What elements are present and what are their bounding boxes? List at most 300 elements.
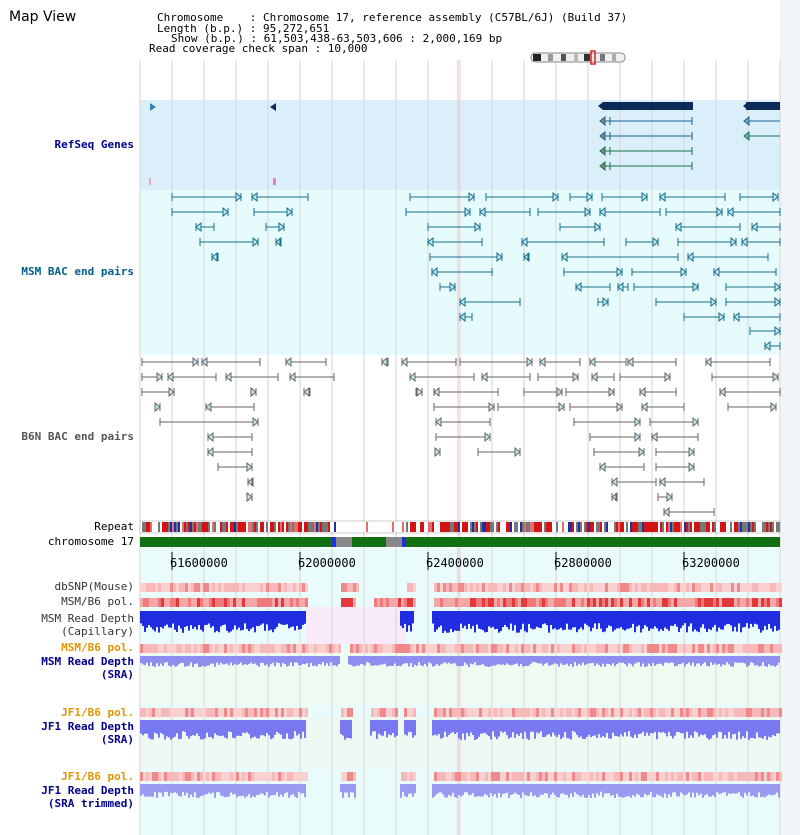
msm-depth-cap-bar [258, 611, 260, 626]
jf1-pol-cell [749, 708, 752, 717]
msm-pol-cell [761, 598, 764, 607]
jf1-depth-sra-bar [250, 720, 252, 739]
msm-depth-cap-bar [536, 611, 538, 627]
msm-depth-sra-bar [632, 656, 634, 666]
dbsnp-cell [590, 583, 593, 592]
dbsnp-cell [506, 583, 509, 592]
jf1-depth-trim-bar [442, 784, 444, 794]
msm-depth-cap-bar [510, 611, 512, 624]
jf1-pol-cell [218, 708, 221, 717]
repeat-block [178, 522, 180, 532]
repeat-block [194, 522, 196, 532]
track-label-dbsnp: dbSNP(Mouse) [54, 580, 134, 593]
jf1-depth-trim-bar [172, 784, 174, 793]
jf1-pol-cell [758, 708, 761, 717]
msm-pol2-cell [764, 644, 767, 653]
jf1-depth-trim-bar [522, 784, 524, 792]
jf1-pol-cell [773, 708, 776, 717]
jf1-depth-sra-bar [774, 720, 776, 736]
msm-pol2-cell [449, 644, 452, 653]
jf1-depth-sra-bar [604, 720, 606, 737]
msm-depth-cap-bar [182, 611, 184, 633]
msm-depth-sra-bar [156, 656, 158, 663]
msm-depth-sra-bar [516, 656, 518, 663]
b6n-bac-pair-arrow [208, 448, 213, 456]
repeat-block [212, 522, 214, 532]
msm-depth-cap-bar [288, 611, 290, 628]
msm-depth-sra-bar [656, 656, 658, 664]
jf1-pol2-cell [506, 772, 509, 781]
msm-depth-cap-bar [410, 611, 412, 632]
jf1-pol2-cell [491, 772, 494, 781]
msm-pol-cell [452, 598, 455, 607]
repeat-block [418, 522, 420, 532]
msm-depth-sra-bar [728, 656, 730, 664]
dbsnp-cell [482, 583, 485, 592]
repeat-block [502, 522, 504, 532]
msm-depth-cap-bar [532, 611, 534, 629]
dbsnp-cell [677, 583, 680, 592]
msm-depth-sra-bar [268, 656, 270, 667]
msm-pol-cell [206, 598, 209, 607]
msm-depth-cap-bar [566, 611, 568, 624]
msm-depth-cap-bar [702, 611, 704, 624]
msm-depth-sra-bar [166, 656, 168, 662]
jf1-pol-cell [602, 708, 605, 717]
jf1-depth-sra-bar [602, 720, 604, 736]
repeat-block [240, 522, 242, 532]
jf1-pol2-cell [647, 772, 650, 781]
repeat-block [482, 522, 484, 532]
jf1-depth-trim-bar [264, 784, 266, 796]
msm-depth-sra-bar [534, 656, 536, 662]
msm-depth-sra-bar [610, 656, 612, 665]
msm-depth-cap-bar [738, 611, 740, 623]
jf1-depth-sra-bar [350, 720, 352, 738]
msm-depth-sra-bar [472, 656, 474, 664]
jf1-pol-cell [572, 708, 575, 717]
jf1-pol-cell [293, 708, 296, 717]
msm-depth-cap-bar [448, 611, 450, 633]
dbsnp-cell [503, 583, 506, 592]
msm-depth-sra-bar [258, 656, 260, 667]
jf1-pol-cell [668, 708, 671, 717]
msm-pol-cell [671, 598, 674, 607]
dbsnp-cell [554, 583, 557, 592]
jf1-depth-sra-bar [614, 720, 616, 736]
repeat-block [474, 522, 476, 532]
repeat-block [582, 522, 584, 532]
msm-pol2-cell [743, 644, 746, 653]
jf1-pol-cell [266, 708, 269, 717]
msm-pol-cell [539, 598, 542, 607]
jf1-pol-cell [509, 708, 512, 717]
jf1-depth-sra-bar [656, 720, 658, 739]
msm-pol-cell [221, 598, 224, 607]
repeat-block [312, 522, 314, 532]
msm-pol2-cell [152, 644, 155, 653]
msm-pol2-cell [230, 644, 233, 653]
msm-depth-cap-bar [698, 611, 700, 632]
repeat-block [430, 522, 432, 532]
jf1-depth-sra-bar [600, 720, 602, 738]
msm-pol2-cell [698, 644, 701, 653]
msm-pol2-cell [353, 644, 356, 653]
jf1-pol-cell [608, 708, 611, 717]
jf1-pol-cell [143, 708, 146, 717]
repeat-block [276, 522, 278, 532]
msm-pol-cell [173, 598, 176, 607]
msm-depth-sra-bar [204, 656, 206, 667]
msm-depth-sra-bar [710, 656, 712, 662]
jf1-pol2-cell [260, 772, 263, 781]
repeat-block [616, 522, 618, 532]
msm-depth-cap-bar [666, 611, 668, 629]
jf1-depth-sra-bar [636, 720, 638, 738]
msm-depth-sra-bar [210, 656, 212, 664]
msm-pol2-cell [374, 644, 377, 653]
msm-depth-sra-bar [408, 656, 410, 667]
jf1-pol-cell [764, 708, 767, 717]
msm-depth-cap-bar [578, 611, 580, 629]
repeat-block [646, 522, 648, 532]
gene-mark [149, 178, 151, 185]
repeat-block [712, 522, 714, 532]
jf1-pol2-cell [665, 772, 668, 781]
msm-depth-cap-bar [290, 611, 292, 627]
jf1-pol-cell [752, 708, 755, 717]
msm-pol-cell [731, 598, 734, 607]
jf1-depth-trim-bar [710, 784, 712, 797]
jf1-depth-sra-bar [192, 720, 194, 735]
capillary-gap-bg [306, 607, 406, 644]
dbsnp-cell [242, 583, 245, 592]
msm-pol-cell [572, 598, 575, 607]
msm-depth-cap-bar [230, 611, 232, 631]
repeat-block [610, 522, 612, 532]
msm-depth-sra-bar [248, 656, 250, 664]
msm-depth-cap-bar [476, 611, 478, 625]
dbsnp-cell [434, 583, 437, 592]
jf1-depth-sra-bar [190, 720, 192, 736]
msm-depth-sra-bar [608, 656, 610, 664]
jf1-pol2-cell [224, 772, 227, 781]
jf1-pol-cell [380, 708, 383, 717]
jf1-pol-cell [770, 708, 773, 717]
msm-pol-cell [494, 598, 497, 607]
repeat-block [256, 522, 258, 532]
jf1-pol2-cell [185, 772, 188, 781]
msm-depth-sra-bar [716, 656, 718, 665]
repeat-block [180, 522, 182, 532]
jf1-depth-trim-bar [698, 784, 700, 795]
jf1-depth-sra-bar [298, 720, 300, 734]
ideogram-band [612, 54, 616, 61]
jf1-depth-sra-bar [710, 720, 712, 739]
jf1-depth-trim-bar [764, 784, 766, 797]
jf1-depth-sra-bar [696, 720, 698, 732]
msm-pol2-cell [368, 644, 371, 653]
repeat-block [676, 522, 678, 532]
jf1-pol2-cell [719, 772, 722, 781]
dbsnp-cell [662, 583, 665, 592]
repeat-block [444, 522, 446, 532]
jf1-pol-cell [599, 708, 602, 717]
msm-depth-sra-bar [654, 656, 656, 666]
jf1-pol-cell [176, 708, 179, 717]
msm-pol2-cell [248, 644, 251, 653]
msm-pol-cell [713, 598, 716, 607]
dbsnp-cell [455, 583, 458, 592]
msm-pol2-cell [530, 644, 533, 653]
repeat-block [706, 522, 708, 532]
jf1-depth-trim-bar [762, 784, 764, 797]
dbsnp-cell [299, 583, 302, 592]
jf1-depth-trim-bar [668, 784, 670, 794]
jf1-pol-cell [383, 708, 386, 717]
repeat-block [628, 522, 630, 532]
msm-depth-cap-bar [734, 611, 736, 627]
dbsnp-cell [221, 583, 224, 592]
msm-depth-cap-bar [256, 611, 258, 626]
msm-pol2-cell [641, 644, 644, 653]
msm-depth-sra-bar [182, 656, 184, 663]
gene-block [746, 102, 780, 110]
msm-depth-sra-bar [578, 656, 580, 664]
track-label-msm-bac[interactable]: MSM BAC end pairs [21, 265, 134, 278]
jf1-depth-trim-bar [154, 784, 156, 792]
jf1-pol-cell [578, 708, 581, 717]
jf1-pol-cell [542, 708, 545, 717]
repeat-block [342, 522, 344, 532]
jf1-depth-sra-bar [670, 720, 672, 736]
jf1-pol2-cell [692, 772, 695, 781]
msm-pol2-cell [377, 644, 380, 653]
jf1-depth-sra-bar [510, 720, 512, 737]
repeat-block [352, 522, 354, 532]
msm-pol2-cell [533, 644, 536, 653]
jf1-depth-sra-bar [226, 720, 228, 738]
jf1-depth-sra-bar [680, 720, 682, 733]
b6n-bac-pair-arrow [253, 418, 258, 426]
jf1-depth-trim-bar [654, 784, 656, 797]
repeat-block [546, 522, 548, 532]
jf1-depth-sra-bar [650, 720, 652, 733]
msm-pol2-cell [512, 644, 515, 653]
jf1-depth-trim-bar [272, 784, 274, 795]
jf1-pol-cell [734, 708, 737, 717]
b6n-bac-pair-arrow [485, 433, 490, 441]
msm-pol-cell [224, 598, 227, 607]
jf1-depth-trim-bar [206, 784, 208, 794]
msm-depth-cap-bar [556, 611, 558, 630]
jf1-depth-sra-bar [748, 720, 750, 740]
msm-depth-sra-bar [448, 656, 450, 663]
msm-depth-sra-bar [422, 656, 424, 666]
msm-depth-sra-bar [546, 656, 548, 663]
repeat-block [494, 522, 496, 532]
msm-depth-sra-bar [672, 656, 674, 663]
repeat-block [684, 522, 686, 532]
jf1-depth-trim-bar [510, 784, 512, 795]
msm-depth-cap-bar [154, 611, 156, 631]
msm-pol-cell [551, 598, 554, 607]
jf1-pol-cell [275, 708, 278, 717]
jf1-depth-sra-bar [394, 720, 396, 737]
msm-pol-cell [410, 598, 413, 607]
jf1-depth-sra-bar [432, 720, 434, 736]
jf1-depth-trim-bar [474, 784, 476, 797]
dbsnp-cell [272, 583, 275, 592]
msm-depth-cap-bar [472, 611, 474, 626]
jf1-depth-trim-bar [276, 784, 278, 792]
track-label-refseq[interactable]: RefSeq Genes [54, 138, 134, 151]
jf1-depth-sra-bar [376, 720, 378, 739]
jf1-pol-cell [641, 708, 644, 717]
msm-depth-cap-bar [776, 611, 778, 631]
msm-depth-sra-bar [252, 656, 254, 664]
msm-pol-cell [290, 598, 293, 607]
repeat-block [656, 522, 658, 532]
msm-depth-cap-bar [662, 611, 664, 631]
jf1-pol-cell [746, 708, 749, 717]
dbsnp-cell [620, 583, 623, 592]
msm-depth-sra-bar [666, 656, 668, 663]
jf1-depth-sra-bar [630, 720, 632, 737]
repeat-block [416, 522, 418, 532]
jf1-depth-sra-bar [276, 720, 278, 732]
dbsnp-cell [251, 583, 254, 592]
jf1-pol2-cell [299, 772, 302, 781]
jf1-depth-trim-bar [502, 784, 504, 794]
jf1-depth-sra-bar [518, 720, 520, 736]
msm-depth-cap-bar [564, 611, 566, 630]
jf1-pol2-cell [200, 772, 203, 781]
repeat-block [492, 522, 494, 532]
msm-depth-sra-bar [602, 656, 604, 664]
repeat-block [226, 522, 228, 532]
msm-depth-cap-bar [730, 611, 732, 625]
track-label-b6n-bac[interactable]: B6N BAC end pairs [21, 430, 134, 443]
msm-depth-sra-bar [372, 656, 374, 666]
jf1-depth-trim-bar [686, 784, 688, 795]
jf1-depth-sra-bar [634, 720, 636, 735]
repeat-block [316, 522, 318, 532]
b6n-bac-pair-arrow [652, 433, 657, 441]
msm-pol2-cell [662, 644, 665, 653]
chromosome-gap-edge [402, 537, 406, 547]
msm-depth-sra-bar [726, 656, 728, 662]
msm-pol-cell [194, 598, 197, 607]
jf1-depth-sra-bar [618, 720, 620, 737]
jf1-pol2-cell [608, 772, 611, 781]
jf1-depth-sra-bar [266, 720, 268, 733]
repeat-block [436, 522, 438, 532]
jf1-pol2-cell [266, 772, 269, 781]
jf1-pol-cell [665, 708, 668, 717]
msm-pol-cell [446, 598, 449, 607]
msm-pol-cell [266, 598, 269, 607]
ideogram-band [574, 54, 578, 61]
jf1-depth-sra-bar [166, 720, 168, 736]
msm-depth-cap-bar [444, 611, 446, 631]
jf1-depth-sra-bar [554, 720, 556, 735]
msm-pol-cell [737, 598, 740, 607]
jf1-depth-sra-bar [694, 720, 696, 731]
msm-pol-cell [677, 598, 680, 607]
msm-pol-cell [254, 598, 257, 607]
msm-depth-cap-bar [754, 611, 756, 624]
jf1-depth-sra-bar [232, 720, 234, 738]
jf1-depth-sra-bar [440, 720, 442, 739]
dbsnp-cell [551, 583, 554, 592]
msm-depth-cap-bar [224, 611, 226, 625]
jf1-depth-sra-bar [206, 720, 208, 733]
dbsnp-cell [236, 583, 239, 592]
repeat-block [290, 522, 292, 532]
jf1-pol-cell [617, 708, 620, 717]
jf1-depth-sra-bar [268, 720, 270, 735]
msm-pol2-cell [608, 644, 611, 653]
msm-depth-cap-bar [192, 611, 194, 629]
repeat-block [452, 522, 454, 532]
jf1-pol-cell [299, 708, 302, 717]
jf1-pol2-cell [572, 772, 575, 781]
msm-depth-sra-bar [628, 656, 630, 663]
jf1-pol2-cell [668, 772, 671, 781]
msm-depth-cap-bar [678, 611, 680, 632]
dbsnp-cell [293, 583, 296, 592]
jf1-pol2-cell [620, 772, 623, 781]
jf1-depth-trim-bar [228, 784, 230, 797]
repeat-block [166, 522, 168, 532]
msm-depth-cap-bar [616, 611, 618, 628]
repeat-block [578, 522, 580, 532]
jf1-depth-trim-bar [734, 784, 736, 794]
jf1-pol2-cell [776, 772, 779, 781]
dbsnp-cell [611, 583, 614, 592]
jf1-pol-cell [452, 708, 455, 717]
msm-depth-sra-bar [406, 656, 408, 663]
dbsnp-cell [713, 583, 716, 592]
msm-depth-cap-bar [240, 611, 242, 630]
jf1-pol2-cell [602, 772, 605, 781]
jf1-pol2-cell [698, 772, 701, 781]
msm-pol-cell [725, 598, 728, 607]
jf1-depth-sra-bar [212, 720, 214, 739]
jf1-pol2-cell [227, 772, 230, 781]
msm-depth-sra-bar [506, 656, 508, 663]
jf1-depth-trim-bar [676, 784, 678, 796]
jf1-depth-sra-bar [752, 720, 754, 738]
repeat-block [608, 522, 610, 532]
msm-pol2-cell [461, 644, 464, 653]
jf1-pol-cell [530, 708, 533, 717]
jf1-depth-trim-bar [614, 784, 616, 798]
dbsnp-cell [710, 583, 713, 592]
msm-pol2-cell [194, 644, 197, 653]
msm-depth-cap-bar [210, 611, 212, 628]
msm-pol2-cell [233, 644, 236, 653]
repeat-block [384, 522, 386, 532]
jf1-depth-trim-bar [690, 784, 692, 797]
jf1-depth-trim-bar [634, 784, 636, 797]
gene-block [603, 102, 693, 110]
jf1-depth-trim-bar [590, 784, 592, 798]
jf1-pol-cell [407, 708, 410, 717]
jf1-pol2-cell [554, 772, 557, 781]
msm-pol-cell [500, 598, 503, 607]
